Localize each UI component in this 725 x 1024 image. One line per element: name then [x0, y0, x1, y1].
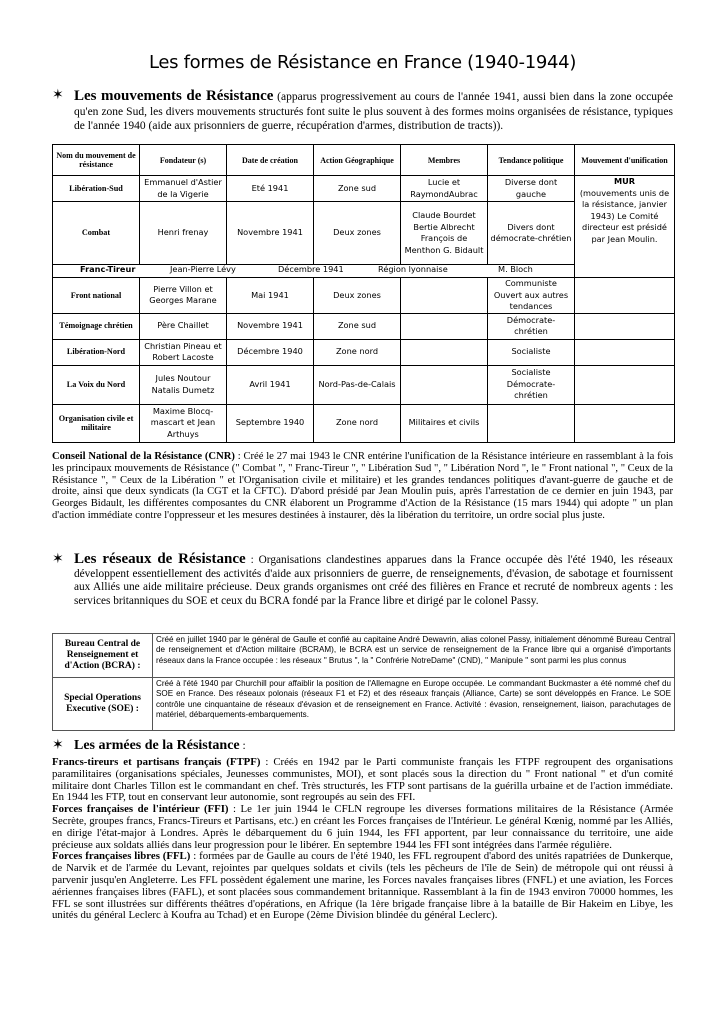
cnr-text: : Créé le 27 mai 1943 le CNR entérine l'unification de la Résistance intérieure en rassemblant à la fois les principaux mouvements de Résistance (" Combat ", " Franc-Tireur ", " Libération Sud ", " Libération Nord ", le " Front national ", " Ceux de la Résistance ", " Ceux de la Libération " et l'Organisation civile et militaire) et les grandes tendances politiques d'avant-guerre de gauche et de droite, ainsi que deux syndicats (la CGT et la CFTC). D'abord présidé par Jean Moulin puis, après l'arrestation de ce dernier en juin 1943, par Georges Bidault, les différentes composantes du CNR élaborent un Programme d'Action de la Résistance (15 mars 1944) qui adopte " un plan d'action immédiate contre l'oppresseur et les mesures destinées à instaurer, dès la libération du territoire, un ordre social plus juste. — [52, 451, 673, 521]
cell-tendance: Socialiste Démocrate-chrétien — [488, 365, 575, 404]
column-header: Mouvement d'unification — [575, 145, 675, 176]
army-label: Forces françaises de l'intérieur (FFI) — [52, 803, 229, 816]
cell-membres: Claude Bourdet Bertie Albrecht François de Menthon G. Bidault — [401, 202, 488, 265]
cell-fondateur: Maxime Blocq-mascart et Jean Arthuys — [140, 404, 227, 442]
cell-membres: Lucie et RaymondAubrac — [401, 176, 488, 202]
column-header: Date de création — [227, 145, 314, 176]
cell-tendance: Diverse dont gauche — [488, 176, 575, 202]
cell-action: Deux zones — [314, 202, 401, 265]
section-armees — [52, 739, 673, 754]
cell-empty — [575, 365, 675, 404]
cell-nom: Libération-Nord — [53, 339, 140, 365]
cell-fondateur: Christian Pineau et Robert Lacoste — [140, 339, 227, 365]
star-bullet-icon: ✶ — [52, 552, 64, 567]
section-heading: Les mouvements de Résistance — [74, 88, 274, 104]
cell-membres — [401, 313, 488, 339]
army-text: : Le 1er juin 1944 le CFLN regroupe les diverses formations militaires de la Résistance (Armée Secrète, groupes francs, Francs-Tireurs et Partisans, etc.) en créant les Forces françaises de l'Intérieur. Le général Kœnig, nommé par les Alliés, en dirige l'état-major à Londres. Après le débarquement du 6 juin 1944, les FFI apportent, par leur connaissance du territoire, une aide précieuse aux soldats alliés dans leur progression pour le libérer. En septembre 1944 les FFI sont intégrées dans l'armée régulière. — [52, 803, 673, 851]
page-title: Les formes de Résistance en France (1940-1944) — [148, 52, 577, 73]
cell-action: Nord-Pas-de-Calais — [314, 365, 401, 404]
star-bullet-icon: ✶ — [52, 88, 64, 103]
cell-nom: Libération-Sud — [53, 176, 140, 202]
unification-text: (mouvements unis de la résistance, janvier 1943) Le Comité directeur est présidé par Jean Moulin. — [579, 187, 670, 244]
table-row — [53, 313, 675, 339]
cell-nom: La Voix du Nord — [53, 365, 140, 404]
cell-date: Novembre 1941 — [227, 202, 314, 265]
cell-tendance: Socialiste — [488, 339, 575, 365]
cell-membres: Militaires et civils — [401, 404, 488, 442]
cell-empty — [575, 339, 675, 365]
section-intro: : Organisations clandestines apparues dans la France occupée dès l'été 1940, les réseaux développent essentiellement des activités d'aide aux prisonniers de guerre, de renseignements, d'évasion, de sabotage et fournissent aux Alliés une aide militaire précieuse. Deux grands organismes ont créé des filières en France et recruté de nombreux agents : les services britanniques du SOE et ceux du BCRA fondé par la France libre et dirigé par le colonel Passy. — [74, 554, 674, 607]
cell-nom: Front national — [53, 278, 140, 314]
cell-empty — [575, 278, 675, 314]
column-header: Fondateur (s) — [140, 145, 227, 176]
cell-date: Novembre 1941 — [227, 313, 314, 339]
cell-tendance — [488, 404, 575, 442]
table-row — [53, 176, 675, 202]
movements-table — [52, 144, 675, 443]
cell-nom: Franc-Tireur — [80, 264, 136, 274]
cell-date: Avril 1941 — [227, 365, 314, 404]
cnr-label: Conseil National de la Résistance (CNR) — [52, 451, 235, 462]
cell-text: Créé en juillet 1940 par le général de Gaulle et confié au capitaine André Dewavrin, alias colonel Passy, initialement dénommé Bureau Central de renseignement et d'Action militaire (BCRAM), le BCRA est un service de renseignement de la France libre qui a organisé d'importants réseaux dans la France occupée : les réseaux " Brutus ", la " Confrérie NotreDame" (CND), " Manipule " sont parmi les plus connus — [153, 634, 675, 678]
cell-action: Deux zones — [314, 278, 401, 314]
cell-tendance: Communiste Ouvert aux autres tendances — [488, 278, 575, 314]
cell-date: Décembre 1941 — [278, 264, 344, 274]
column-header: Action Géographique — [314, 145, 401, 176]
table-row — [53, 365, 675, 404]
table-row — [53, 339, 675, 365]
cell-date: Septembre 1940 — [227, 404, 314, 442]
section-reseaux — [52, 553, 673, 608]
franc-tireur-row — [52, 264, 672, 275]
table-row — [53, 404, 675, 442]
cell-text: Créé à l'été 1940 par Churchill pour affaiblir la position de l'Allemagne en Europe occupée. Le commandant Buckmaster a été nommé chef du SOE en France. Des réseaux polonais (réseaux F1 et F2) et des réseaux français (Alliance, Carte) se sont développés en France. Le SOE contrôle une cinquantaine de réseaux d'évasion et de renseignement en France. Activité : évasion, renseignement, liaison, parachutages de matériel, débarquements-embarquements. — [153, 678, 675, 731]
cell-membres — [401, 278, 488, 314]
cell-action: Zone sud — [314, 176, 401, 202]
section-mouvements — [52, 89, 673, 134]
cell-unification — [575, 176, 675, 278]
cell-fondateur: Henri frenay — [140, 202, 227, 265]
section-heading: Les réseaux de Résistance — [74, 551, 246, 567]
section-colon: : — [239, 740, 246, 752]
cell-nom: Combat — [53, 202, 140, 265]
section-intro: (apparus progressivement au cours de l'année 1941, aussi bien dans la zone occupée qu'en zone Sud, les divers mouvements structurés font suite le plus souvent à des formes moins organisées de résistance, typiques de l'année 1940 (aide aux prisonniers de guerre, récupération d'armes, distribution de tracts)). — [74, 91, 674, 132]
table-row — [53, 278, 675, 314]
army-text: : formées par de Gaulle au cours de l'été 1940, les FFL regroupent d'abord des unités rapatriées de Dunkerque, de Narvik et de l'armée du Levant, rejointes par quelques soldats et civils (tels les pêcheurs de l'île de Sein) de métropole qui ont réussi à parvenir jusqu'en Angleterre. Les FFL possèdent également une marine, les Forces navales françaises libres (FNFL) et une aviation, les Forces aériennes françaises libres (FAFL), et sont placées sous commandement britannique. Rassemblant à la fin de 1943 environ 70000 hommes, les FFL se sont illustrées sur différents théâtres d'opérations, en Afrique (la 1ère brigade française libre à la bataille de Bir Hakeim en Libye, les unités du général Leclerc à Koufra au Tchad) et en Europe (2ème Division blindée du général Leclerc). — [52, 850, 673, 922]
army-paragraph — [52, 804, 673, 851]
cell-membres — [401, 365, 488, 404]
cell-action: Zone nord — [314, 404, 401, 442]
cell-empty — [575, 404, 675, 442]
army-paragraph — [52, 851, 673, 922]
cell-membres: M. Bloch — [498, 264, 533, 274]
cell-fondateur: Pierre Villon et Georges Marane — [140, 278, 227, 314]
cell-action: Zone nord — [314, 339, 401, 365]
cell-date: Décembre 1940 — [227, 339, 314, 365]
table-row — [53, 678, 675, 731]
cnr-paragraph — [52, 451, 673, 522]
cell-date: Eté 1941 — [227, 176, 314, 202]
cell-tendance: Démocrate-chrétien — [488, 313, 575, 339]
army-paragraph — [52, 757, 673, 804]
cell-tendance: Divers dont démocrate-chrétien — [488, 202, 575, 265]
army-text: : Créés en 1942 par le Parti communiste français les FTPF regroupent des organisations paramilitaires (organisations spéciales, Jeunesses communistes, MOI), et sont placés sous la direction du " Front national " et d'un comité militaire dont Charles Tillon est le commandant en chef. Très structurés, les FTP sont partisans de la guérilla urbaine et de l'action immédiate. En 1944 les FTP, tout en conservant leur autonomie, sont regroupés au sein des FFI. — [52, 756, 673, 804]
cell-fondateur: Jules Noutour Natalis Dumetz — [140, 365, 227, 404]
cell-action: Zone sud — [314, 313, 401, 339]
cell-label: Bureau Central de Renseignement et d'Action (BCRA) : — [53, 634, 153, 678]
column-header: Nom du mouvement de résistance — [53, 145, 140, 176]
cell-fondateur: Emmanuel d'Astier de la Vigerie — [140, 176, 227, 202]
cell-date: Mai 1941 — [227, 278, 314, 314]
table-header-row — [53, 145, 675, 176]
army-label: Francs-tireurs et partisans français (FTPF) — [52, 756, 261, 768]
column-header: Membres — [401, 145, 488, 176]
star-bullet-icon: ✶ — [52, 738, 64, 753]
cell-action: Région lyonnaise — [378, 264, 448, 274]
cell-membres — [401, 339, 488, 365]
table-row — [53, 634, 675, 678]
section-heading: Les armées de la Résistance — [74, 738, 240, 753]
unification-name: MUR — [613, 176, 636, 186]
army-label: Forces françaises libres (FFL) — [52, 850, 191, 863]
cell-fondateur: Père Chaillet — [140, 313, 227, 339]
cell-nom: Témoignage chrétien — [53, 313, 140, 339]
cell-label: Special Operations Executive (SOE) : — [53, 678, 153, 731]
armies-text — [52, 757, 673, 922]
cell-fondateur: Jean-Pierre Lévy — [170, 264, 236, 274]
networks-table — [52, 633, 675, 731]
cell-nom: Organisation civile et militaire — [53, 404, 140, 442]
column-header: Tendance politique — [488, 145, 575, 176]
cell-empty — [575, 313, 675, 339]
